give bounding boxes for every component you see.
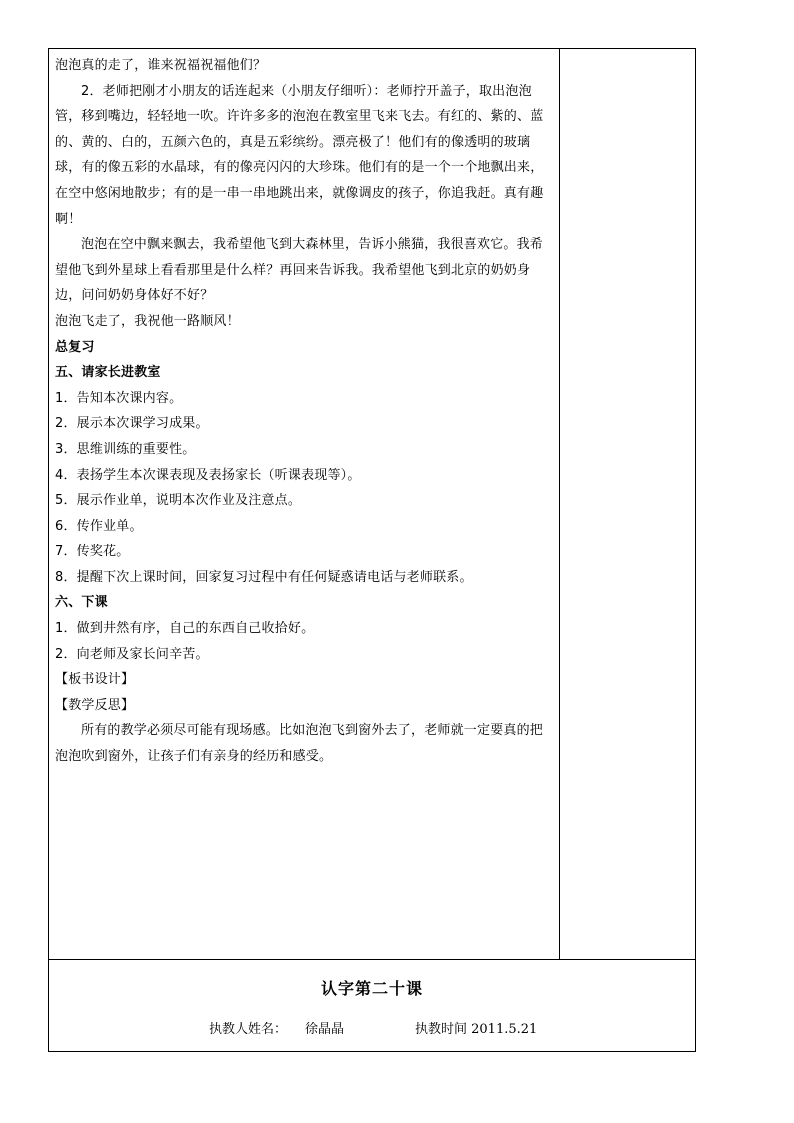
teacher-name: 徐晶晶 <box>305 1022 345 1037</box>
list-item: 4．表扬学生本次课表现及表扬家长（听课表现等）。 <box>55 467 361 483</box>
list-item: 2．展示本次课学习成果。 <box>55 416 209 432</box>
section-heading: 总复习 <box>55 339 95 355</box>
list-item: 5．展示作业单，说明本次作业及注意点。 <box>55 493 302 509</box>
paragraph: 2．老师把刚才小朋友的话连起来（小朋友仔细听）：老师拧开盖子，取出泡泡管，移到嘴边，轻轻地一吹。许许多多的泡泡在教室里飞来飞去。有红的、紫的、蓝的、黄的、白的，五颜六色的，真是五彩缤纷。漂亮极了！他们有的像透明的玻璃球，有的像五彩的水晶球，有的像亮闪闪的大珍珠。他们有的是一个一个地飘出来，在空中悠闲地散步；有的是一串一串地跳出来，就像调皮的孩子，你追我赶。真有趣啊！ <box>55 83 544 227</box>
list-item: 3．思维训练的重要性。 <box>55 441 196 457</box>
lesson-plan-table <box>48 48 696 1052</box>
list-item: 7．传奖花。 <box>55 544 130 560</box>
list-item: 2．向老师及家长问辛苦。 <box>55 646 209 662</box>
lesson-footer-cell <box>49 959 695 1052</box>
list-item: 8．提醒下次上课时间，回家复习过程中有任何疑惑请电话与老师联系。 <box>55 569 473 585</box>
paragraph: 泡泡在空中飘来飘去，我希望他飞到大森林里，告诉小熊猫，我很喜欢它。我希望他飞到外星球上看看那里是什么样？再回来告诉我。我希望他飞到北京的奶奶身边，问问奶奶身体好不好？ <box>55 237 544 304</box>
section-heading: 五、请家长进教室 <box>55 365 161 381</box>
paragraph: 泡泡真的走了，谁来祝福祝福他们？ <box>55 58 267 73</box>
section-heading: 六、下课 <box>55 595 108 611</box>
paragraph: 泡泡飞走了，我祝他一路顺风！ <box>55 313 240 329</box>
paragraph: 所有的教学必须尽可能有现场感。比如泡泡飞到窗外去了，老师就一定要真的把泡泡吹到窗外，让孩子们有亲身的经历和感受。 <box>55 723 544 765</box>
notes-column-cell <box>560 49 695 959</box>
list-item: 6．传作业单。 <box>55 518 143 534</box>
list-item: 1．做到井然有序，自己的东西自己收拾好。 <box>55 621 315 637</box>
list-item: 1．告知本次课内容。 <box>55 390 183 406</box>
teacher-label: 执教人姓名： <box>209 1022 288 1037</box>
reflection-heading: 【教学反思】 <box>55 697 135 713</box>
lesson-meta <box>209 1018 537 1037</box>
lesson-title: 认字第二十课 <box>320 979 423 998</box>
board-design-heading: 【板书设计】 <box>55 672 135 688</box>
teach-time: 执教时间 2011.5.21 <box>415 1022 538 1037</box>
lesson-content <box>55 53 554 770</box>
lesson-content-cell <box>49 49 560 959</box>
